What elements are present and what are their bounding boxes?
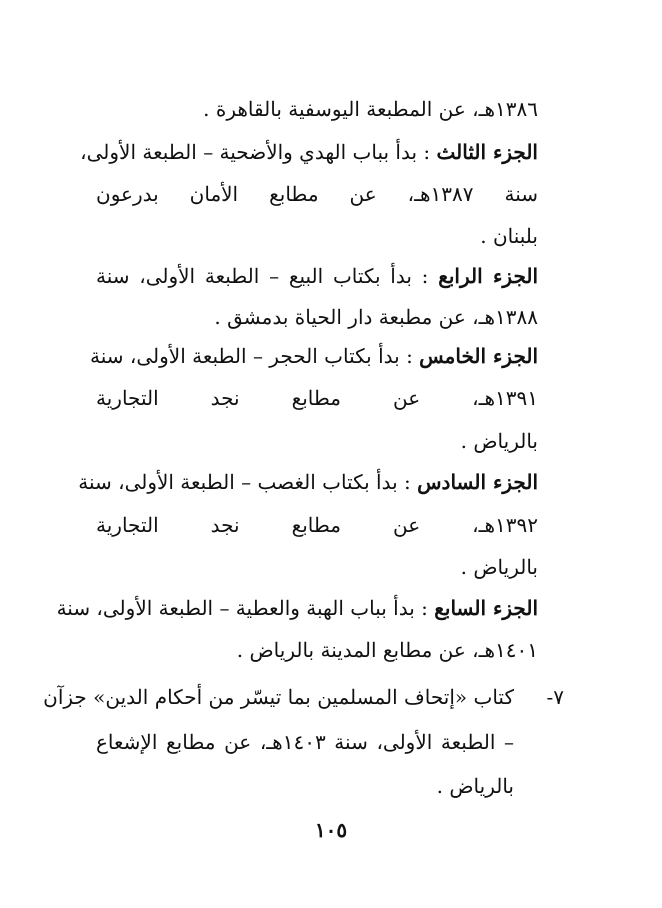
part-5-label: الجزء الخامس: [419, 344, 538, 368]
text-line: ١٣٨٨هـ، عن مطبعة دار الحياة بدمشق .: [214, 305, 538, 329]
text-line: ١٤٠١هـ، عن مطابع المدينة بالرياض .: [236, 638, 538, 662]
part-7-text: : بدأ بباب الهبة والعطية – الطبعة الأولى، سنة: [56, 596, 428, 620]
text-line: ١٣٨٦هـ، عن المطبعة اليوسفية بالقاهرة .: [203, 97, 538, 121]
page-number: ١٠٥: [314, 818, 348, 842]
item-7-title: كتاب «إتحاف المسلمين بما تيسّر من أحكام الدين» جزآن: [43, 685, 514, 709]
text-line: ١٣٩١هـ، عن مطابع نجد التجارية: [96, 386, 538, 410]
part-3-line: [80, 138, 538, 166]
part-7-line: [56, 594, 538, 622]
part-3-label: الجزء الثالث: [436, 140, 538, 164]
text-line: – الطبعة الأولى، سنة ١٤٠٣هـ، عن مطابع الإشعاع: [96, 730, 514, 754]
item-7-number: ٧-: [546, 685, 564, 709]
part-3-text: : بدأ بباب الهدي والأضحية – الطبعة الأولى،: [80, 140, 431, 164]
part-4-label: الجزء الرابع: [438, 264, 539, 288]
text-line: بالرياض .: [436, 774, 514, 798]
part-6-line: [78, 468, 538, 496]
text-line: ١٣٩٢هـ، عن مطابع نجد التجارية: [96, 513, 538, 537]
text-line: بلبنان .: [480, 224, 538, 248]
text-line: سنة ١٣٨٧هـ، عن مطابع الأمان بدرعون: [96, 182, 539, 206]
part-4-text: : بدأ بكتاب البيع – الطبعة الأولى، سنة: [96, 264, 429, 288]
text-line: بالرياض .: [460, 555, 538, 579]
part-7-label: الجزء السابع: [434, 596, 538, 620]
part-6-label: الجزء السادس: [417, 470, 538, 494]
part-5-line: [90, 342, 538, 370]
text-line: بالرياض .: [460, 429, 538, 453]
part-6-text: : بدأ بكتاب الغصب – الطبعة الأولى، سنة: [78, 470, 411, 494]
part-5-text: : بدأ بكتاب الحجر – الطبعة الأولى، سنة: [90, 344, 413, 368]
part-4-line: [96, 262, 538, 290]
